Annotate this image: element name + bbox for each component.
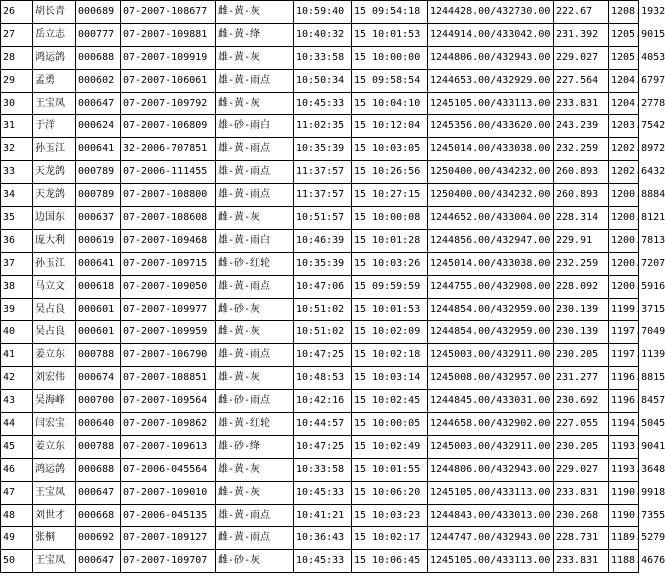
table-row: [1, 481, 639, 504]
ring-number-cell: 07-2007-109127: [121, 527, 216, 550]
distance-cell: 231.277: [554, 367, 609, 390]
coordinates-cell: 1244914.00/433042.00: [428, 23, 554, 46]
release-time-cell: 10:35:39: [294, 138, 352, 161]
ring-number-cell: 07-2007-108851: [121, 367, 216, 390]
speed-cell: 1196.8815: [609, 367, 639, 390]
rank-cell: 30: [1, 92, 33, 115]
member-id-cell: 000640: [76, 413, 121, 436]
release-time-cell: 10:35:39: [294, 252, 352, 275]
owner-name-cell: 边国东: [33, 207, 76, 230]
rank-cell: 41: [1, 344, 33, 367]
rank-cell: 40: [1, 321, 33, 344]
table-row: [1, 321, 639, 344]
member-id-cell: 000688: [76, 46, 121, 69]
bird-description-cell: 雌-砂-灰: [216, 298, 294, 321]
speed-cell: 1189.5279: [609, 527, 639, 550]
owner-name-cell: 姜立东: [33, 435, 76, 458]
release-time-cell: 11:02:35: [294, 115, 352, 138]
arrival-time-cell: 15 10:06:20: [352, 481, 428, 504]
bird-description-cell: 雄-黄-雨点: [216, 344, 294, 367]
member-id-cell: 000647: [76, 92, 121, 115]
release-time-cell: 10:36:43: [294, 527, 352, 550]
ring-number-cell: 07-2007-106790: [121, 344, 216, 367]
coordinates-cell: 1245014.00/433038.00: [428, 252, 554, 275]
coordinates-cell: 1245003.00/432911.00: [428, 344, 554, 367]
distance-cell: 230.205: [554, 435, 609, 458]
release-time-cell: 10:45:33: [294, 550, 352, 573]
arrival-time-cell: 15 10:02:45: [352, 390, 428, 413]
ring-number-cell: 07-2007-108677: [121, 1, 216, 24]
ring-number-cell: 07-2007-109613: [121, 435, 216, 458]
member-id-cell: 000619: [76, 229, 121, 252]
coordinates-cell: 1244806.00/432943.00: [428, 458, 554, 481]
bird-description-cell: 雌-砂-雨点: [216, 390, 294, 413]
bird-description-cell: 雄-黄-雨点: [216, 138, 294, 161]
speed-cell: 1202.6432: [609, 161, 639, 184]
speed-cell: 1190.7355: [609, 504, 639, 527]
coordinates-cell: 1244843.00/433013.00: [428, 504, 554, 527]
release-time-cell: 10:47:06: [294, 275, 352, 298]
owner-name-cell: 天龙鸽: [33, 161, 76, 184]
owner-name-cell: 庞大利: [33, 229, 76, 252]
speed-cell: 1194.5045: [609, 413, 639, 436]
member-id-cell: 000641: [76, 138, 121, 161]
release-time-cell: 10:50:34: [294, 69, 352, 92]
bird-description-cell: 雌-砂-灰: [216, 550, 294, 573]
distance-cell: 230.692: [554, 390, 609, 413]
release-time-cell: 10:44:57: [294, 413, 352, 436]
table-row: [1, 46, 639, 69]
member-id-cell: 000788: [76, 344, 121, 367]
arrival-time-cell: 15 10:01:53: [352, 23, 428, 46]
owner-name-cell: 孙玉江: [33, 138, 76, 161]
arrival-time-cell: 15 09:58:54: [352, 69, 428, 92]
release-time-cell: 10:47:25: [294, 435, 352, 458]
table-row: [1, 92, 639, 115]
distance-cell: 233.831: [554, 481, 609, 504]
speed-cell: 1208.1932: [609, 1, 639, 24]
owner-name-cell: 鸿运鸽: [33, 46, 76, 69]
owner-name-cell: 岳立志: [33, 23, 76, 46]
arrival-time-cell: 15 09:54:18: [352, 1, 428, 24]
bird-description-cell: 雌-黄-灰: [216, 321, 294, 344]
rank-cell: 35: [1, 207, 33, 230]
member-id-cell: 000647: [76, 481, 121, 504]
speed-cell: 1197.1139: [609, 344, 639, 367]
rank-cell: 38: [1, 275, 33, 298]
arrival-time-cell: 15 10:04:10: [352, 92, 428, 115]
distance-cell: 231.392: [554, 23, 609, 46]
speed-cell: 1190.9918: [609, 481, 639, 504]
ring-number-cell: 07-2007-109715: [121, 252, 216, 275]
arrival-time-cell: 15 10:00:05: [352, 413, 428, 436]
owner-name-cell: 刘宏伟: [33, 367, 76, 390]
owner-name-cell: 孙玉江: [33, 252, 76, 275]
ring-number-cell: 32-2006-707851: [121, 138, 216, 161]
member-id-cell: 000689: [76, 1, 121, 24]
member-id-cell: 000688: [76, 458, 121, 481]
distance-cell: 243.239: [554, 115, 609, 138]
bird-description-cell: 雌-黄-雨点: [216, 527, 294, 550]
speed-cell: 1200.5916: [609, 275, 639, 298]
speed-cell: 1193.9041: [609, 435, 639, 458]
arrival-time-cell: 15 10:02:09: [352, 321, 428, 344]
member-id-cell: 000668: [76, 504, 121, 527]
arrival-time-cell: 15 10:01:53: [352, 298, 428, 321]
coordinates-cell: 1244856.00/432947.00: [428, 229, 554, 252]
release-time-cell: 10:41:21: [294, 504, 352, 527]
coordinates-cell: 1245105.00/433113.00: [428, 550, 554, 573]
speed-cell: 1197.7049: [609, 321, 639, 344]
ring-number-cell: 07-2007-109468: [121, 229, 216, 252]
rank-cell: 37: [1, 252, 33, 275]
arrival-time-cell: 15 10:01:28: [352, 229, 428, 252]
ring-number-cell: 07-2007-109707: [121, 550, 216, 573]
owner-name-cell: 吴占良: [33, 298, 76, 321]
bird-description-cell: 雄-黄-灰: [216, 367, 294, 390]
bird-description-cell: 雌-黄-灰: [216, 1, 294, 24]
coordinates-cell: 1244755.00/432908.00: [428, 275, 554, 298]
ring-number-cell: 07-2007-108800: [121, 184, 216, 207]
bird-description-cell: 雄-黄-雨点: [216, 184, 294, 207]
table-row: [1, 1, 639, 24]
speed-cell: 1200.8121: [609, 207, 639, 230]
release-time-cell: 10:51:02: [294, 298, 352, 321]
member-id-cell: 000624: [76, 115, 121, 138]
bird-description-cell: 雄-黄-雨点: [216, 275, 294, 298]
ring-number-cell: 07-2006-111455: [121, 161, 216, 184]
coordinates-cell: 1244747.00/432943.00: [428, 527, 554, 550]
owner-name-cell: 鸿运鸽: [33, 458, 76, 481]
distance-cell: 228.092: [554, 275, 609, 298]
speed-cell: 1188.4676: [609, 550, 639, 573]
owner-name-cell: 于洋: [33, 115, 76, 138]
arrival-time-cell: 15 10:03:14: [352, 367, 428, 390]
ring-number-cell: 07-2007-109564: [121, 390, 216, 413]
owner-name-cell: 刘世才: [33, 504, 76, 527]
bird-description-cell: 雄-黄-红轮: [216, 413, 294, 436]
ring-number-cell: 07-2007-109862: [121, 413, 216, 436]
arrival-time-cell: 15 09:59:59: [352, 275, 428, 298]
distance-cell: 227.564: [554, 69, 609, 92]
table-row: [1, 390, 639, 413]
member-id-cell: 000601: [76, 298, 121, 321]
arrival-time-cell: 15 10:03:23: [352, 504, 428, 527]
arrival-time-cell: 15 10:26:56: [352, 161, 428, 184]
table-body: [1, 1, 665, 573]
rank-cell: 45: [1, 435, 33, 458]
release-time-cell: 10:33:58: [294, 458, 352, 481]
table-row: [1, 550, 639, 573]
owner-name-cell: 吴海峰: [33, 390, 76, 413]
table-row: [1, 115, 639, 138]
owner-name-cell: 王宝凤: [33, 550, 76, 573]
bird-description-cell: 雌-黄-灰: [216, 481, 294, 504]
ring-number-cell: 07-2007-109010: [121, 481, 216, 504]
rank-cell: 42: [1, 367, 33, 390]
owner-name-cell: 天龙鸽: [33, 184, 76, 207]
coordinates-cell: 1245356.00/433620.00: [428, 115, 554, 138]
table-row: [1, 298, 639, 321]
table-row: [1, 184, 639, 207]
member-id-cell: 000618: [76, 275, 121, 298]
owner-name-cell: 闫宏宝: [33, 413, 76, 436]
table-row: [1, 344, 639, 367]
arrival-time-cell: 15 10:03:05: [352, 138, 428, 161]
arrival-time-cell: 15 10:02:18: [352, 344, 428, 367]
owner-name-cell: 王宝凤: [33, 481, 76, 504]
distance-cell: 228.731: [554, 527, 609, 550]
release-time-cell: 10:47:25: [294, 344, 352, 367]
table-row: [1, 275, 639, 298]
distance-cell: 260.893: [554, 184, 609, 207]
ring-number-cell: 07-2007-109959: [121, 321, 216, 344]
release-time-cell: 11:37:57: [294, 184, 352, 207]
bird-description-cell: 雄-黄-雨点: [216, 69, 294, 92]
bird-description-cell: 雄-砂-雨白: [216, 115, 294, 138]
rank-cell: 47: [1, 481, 33, 504]
distance-cell: 229.027: [554, 458, 609, 481]
ring-number-cell: 07-2007-106061: [121, 69, 216, 92]
table-row: [1, 252, 639, 275]
table-row: [1, 229, 639, 252]
member-id-cell: 000789: [76, 184, 121, 207]
ring-number-cell: 07-2007-109792: [121, 92, 216, 115]
speed-cell: 1200.7207: [609, 252, 639, 275]
table-row: [1, 527, 639, 550]
table-row: [1, 23, 639, 46]
rank-cell: 34: [1, 184, 33, 207]
distance-cell: 228.314: [554, 207, 609, 230]
member-id-cell: 000700: [76, 390, 121, 413]
coordinates-cell: 1244845.00/433031.00: [428, 390, 554, 413]
ring-number-cell: 07-2007-109919: [121, 46, 216, 69]
member-id-cell: 000647: [76, 550, 121, 573]
rank-cell: 36: [1, 229, 33, 252]
rank-cell: 32: [1, 138, 33, 161]
release-time-cell: 10:59:40: [294, 1, 352, 24]
distance-cell: 230.205: [554, 344, 609, 367]
rank-cell: 44: [1, 413, 33, 436]
release-time-cell: 10:48:53: [294, 367, 352, 390]
owner-name-cell: 姜立东: [33, 344, 76, 367]
distance-cell: 233.831: [554, 92, 609, 115]
speed-cell: 1205.9015: [609, 23, 639, 46]
coordinates-cell: 1244658.00/432902.00: [428, 413, 554, 436]
coordinates-cell: 1245105.00/433113.00: [428, 481, 554, 504]
table-row: [1, 458, 639, 481]
speed-cell: 1193.3648: [609, 458, 639, 481]
release-time-cell: 10:45:33: [294, 92, 352, 115]
rank-cell: 48: [1, 504, 33, 527]
table-row: [1, 69, 639, 92]
speed-cell: 1203.7542: [609, 115, 639, 138]
distance-cell: 229.027: [554, 46, 609, 69]
arrival-time-cell: 15 10:02:17: [352, 527, 428, 550]
arrival-time-cell: 15 10:00:08: [352, 207, 428, 230]
distance-cell: 233.831: [554, 550, 609, 573]
arrival-time-cell: 15 10:03:26: [352, 252, 428, 275]
distance-cell: 222.67: [554, 1, 609, 24]
coordinates-cell: 1245105.00/433113.00: [428, 92, 554, 115]
ring-number-cell: 07-2007-109050: [121, 275, 216, 298]
rank-cell: 33: [1, 161, 33, 184]
member-id-cell: 000789: [76, 161, 121, 184]
member-id-cell: 000692: [76, 527, 121, 550]
owner-name-cell: 孟勇: [33, 69, 76, 92]
arrival-time-cell: 15 10:01:55: [352, 458, 428, 481]
owner-name-cell: 马立文: [33, 275, 76, 298]
coordinates-cell: 1244806.00/432943.00: [428, 46, 554, 69]
coordinates-cell: 1245003.00/432911.00: [428, 435, 554, 458]
table-row: [1, 161, 639, 184]
owner-name-cell: 吴占良: [33, 321, 76, 344]
bird-description-cell: 雄-黄-雨白: [216, 229, 294, 252]
speed-cell: 1202.8972: [609, 138, 639, 161]
rank-cell: 46: [1, 458, 33, 481]
coordinates-cell: 1245008.00/432957.00: [428, 367, 554, 390]
ring-number-cell: 07-2007-106809: [121, 115, 216, 138]
arrival-time-cell: 15 10:02:49: [352, 435, 428, 458]
coordinates-cell: 1244428.00/432730.00: [428, 1, 554, 24]
bird-description-cell: 雄-黄-雨点: [216, 161, 294, 184]
distance-cell: 230.268: [554, 504, 609, 527]
rank-cell: 29: [1, 69, 33, 92]
release-time-cell: 10:45:33: [294, 481, 352, 504]
distance-cell: 230.139: [554, 298, 609, 321]
table-row: [1, 435, 639, 458]
owner-name-cell: 张桐: [33, 527, 76, 550]
bird-description-cell: 雄-黄-灰: [216, 458, 294, 481]
bird-description-cell: 雌-黄-灰: [216, 207, 294, 230]
distance-cell: 260.893: [554, 161, 609, 184]
arrival-time-cell: 15 10:27:15: [352, 184, 428, 207]
release-time-cell: 10:42:16: [294, 390, 352, 413]
rank-cell: 50: [1, 550, 33, 573]
rank-cell: 49: [1, 527, 33, 550]
table-row: [1, 504, 639, 527]
rank-cell: 43: [1, 390, 33, 413]
bird-description-cell: 雌-黄-灰: [216, 92, 294, 115]
release-time-cell: 10:46:39: [294, 229, 352, 252]
rank-cell: 31: [1, 115, 33, 138]
distance-cell: 230.139: [554, 321, 609, 344]
rank-cell: 27: [1, 23, 33, 46]
bird-description-cell: 雄-黄-灰: [216, 46, 294, 69]
arrival-time-cell: 15 10:12:04: [352, 115, 428, 138]
speed-cell: 1200.7813: [609, 229, 639, 252]
distance-cell: 227.055: [554, 413, 609, 436]
coordinates-cell: 1245014.00/433038.00: [428, 138, 554, 161]
distance-cell: 232.259: [554, 138, 609, 161]
speed-cell: 1204.6797: [609, 69, 639, 92]
bird-description-cell: 雌-砂-红轮: [216, 252, 294, 275]
member-id-cell: 000601: [76, 321, 121, 344]
speed-cell: 1200.8884: [609, 184, 639, 207]
release-time-cell: 10:51:02: [294, 321, 352, 344]
member-id-cell: 000674: [76, 367, 121, 390]
table-row: [1, 138, 639, 161]
bird-description-cell: 雄-黄-雨点: [216, 504, 294, 527]
table-row: [1, 413, 639, 436]
ring-number-cell: 07-2006-045564: [121, 458, 216, 481]
speed-cell: 1204.2778: [609, 92, 639, 115]
coordinates-cell: 1244854.00/432959.00: [428, 321, 554, 344]
rank-cell: 39: [1, 298, 33, 321]
member-id-cell: 000641: [76, 252, 121, 275]
arrival-time-cell: 15 10:06:45: [352, 550, 428, 573]
distance-cell: 232.259: [554, 252, 609, 275]
bird-description-cell: 雄-砂-绛: [216, 435, 294, 458]
coordinates-cell: 1244652.00/433004.00: [428, 207, 554, 230]
ring-number-cell: 07-2006-045135: [121, 504, 216, 527]
distance-cell: 229.91: [554, 229, 609, 252]
table-row: [1, 207, 639, 230]
release-time-cell: 10:33:58: [294, 46, 352, 69]
release-time-cell: 10:40:32: [294, 23, 352, 46]
owner-name-cell: 胡长青: [33, 1, 76, 24]
table-row: [1, 367, 639, 390]
speed-cell: 1196.8457: [609, 390, 639, 413]
rank-cell: 28: [1, 46, 33, 69]
release-time-cell: 10:51:57: [294, 207, 352, 230]
coordinates-cell: 1250400.00/434232.00: [428, 161, 554, 184]
member-id-cell: 000788: [76, 435, 121, 458]
release-time-cell: 11:37:57: [294, 161, 352, 184]
member-id-cell: 000777: [76, 23, 121, 46]
speed-cell: 1205.4053: [609, 46, 639, 69]
speed-cell: 1199.3715: [609, 298, 639, 321]
ring-number-cell: 07-2007-109977: [121, 298, 216, 321]
member-id-cell: 000602: [76, 69, 121, 92]
coordinates-cell: 1244653.00/432929.00: [428, 69, 554, 92]
arrival-time-cell: 15 10:00:00: [352, 46, 428, 69]
coordinates-cell: 1244854.00/432959.00: [428, 298, 554, 321]
rank-cell: 26: [1, 1, 33, 24]
bird-description-cell: 雌-黄-绛: [216, 23, 294, 46]
ring-number-cell: 07-2007-109881: [121, 23, 216, 46]
owner-name-cell: 王宝凤: [33, 92, 76, 115]
ring-number-cell: 07-2007-108608: [121, 207, 216, 230]
coordinates-cell: 1250400.00/434232.00: [428, 184, 554, 207]
member-id-cell: 000637: [76, 207, 121, 230]
